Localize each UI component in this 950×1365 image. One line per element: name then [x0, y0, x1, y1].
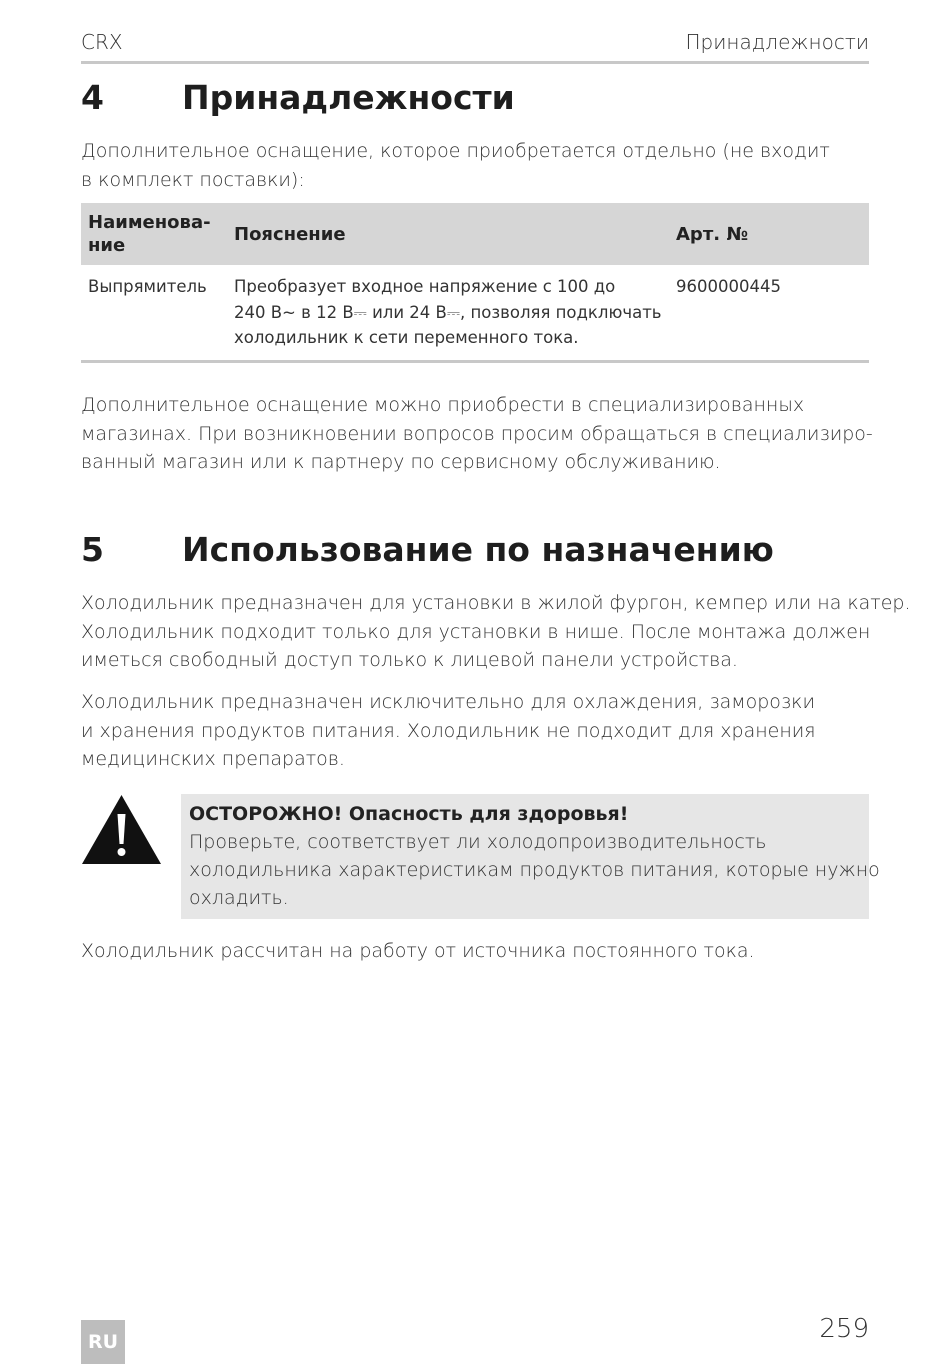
- warning-text: [189, 828, 880, 912]
- description-line: 240 В~ в 12 В⎓ или 24 В⎓, позволяя подключать: [234, 302, 662, 322]
- after-line: магазинах. При возникновении вопросов просим обращаться в специализиро-: [81, 422, 873, 445]
- section-4-after: [81, 391, 871, 477]
- after-line: ванный магазин или к партнеру по сервисному обслуживанию.: [81, 451, 721, 473]
- header-article: [669, 203, 869, 265]
- description-line: холодильник к сети переменного тока.: [234, 328, 579, 347]
- section-5-title: Использование по назначению: [182, 530, 774, 569]
- section-4-number: 4: [81, 78, 104, 117]
- page-number: 259: [819, 1314, 869, 1344]
- header-name: [81, 203, 227, 265]
- section-5-para-2: [81, 688, 871, 774]
- para-line: Холодильник предназначен для установки в жилой фургон, кемпер или на катер.: [81, 592, 911, 614]
- header-section: Принадлежности: [685, 30, 869, 54]
- after-line: Дополнительное оснащение можно приобрести в специализированных: [81, 394, 805, 416]
- final-line: Холодильник рассчитан на работу от источника постоянного тока.: [81, 940, 755, 962]
- cell-description: [227, 265, 669, 361]
- warning-box: [181, 794, 880, 919]
- para-line: Холодильник подходит только для установки в нише. После монтажа должен: [81, 620, 871, 643]
- para-line: медицинских препаратов.: [81, 748, 345, 770]
- warning-title: ОСТОРОЖНО! Опасность для здоровья!: [189, 803, 629, 825]
- header-model: CRX: [81, 30, 123, 54]
- section-4-intro: [81, 137, 871, 194]
- section-4-title: Принадлежности: [182, 78, 515, 117]
- section-5-para-1: [81, 589, 911, 675]
- header-divider: [81, 61, 869, 64]
- warning-line: охладить.: [189, 887, 289, 909]
- header-description: [227, 203, 669, 265]
- accessories-table: [81, 203, 869, 363]
- section-5-heading: [81, 530, 774, 569]
- section-4-heading: [81, 78, 515, 117]
- table-row: [81, 265, 869, 361]
- table-header-row: [81, 203, 869, 265]
- header-description-label: Пояснение: [234, 223, 346, 245]
- cell-name: Выпрямитель: [81, 265, 227, 361]
- language-badge: RU: [81, 1320, 125, 1364]
- header-article-label: Арт. №: [676, 223, 749, 245]
- para-line: и хранения продуктов питания. Холодильник не подходит для хранения: [81, 719, 816, 742]
- cell-article: 9600000445: [669, 265, 869, 361]
- warning-triangle-icon: [81, 794, 162, 865]
- para-line: иметься свободный доступ только к лицевой панели устройства.: [81, 649, 738, 671]
- section-5-final: [81, 937, 871, 966]
- para-line: Холодильник предназначен исключительно для охлаждения, заморозки: [81, 691, 815, 713]
- warning-line: Проверьте, соответствует ли холодопроизводительность: [189, 831, 767, 853]
- intro-line: Дополнительное оснащение, которое приобретается отдельно (не входит: [81, 140, 830, 162]
- intro-line: в комплект поставки):: [81, 168, 305, 191]
- header-name-label: Наименова- ние: [88, 212, 211, 256]
- section-5-number: 5: [81, 530, 104, 569]
- description-line: Преобразует входное напряжение с 100 до: [234, 277, 616, 296]
- warning-line: холодильника характеристикам продуктов питания, которые нужно: [189, 859, 880, 881]
